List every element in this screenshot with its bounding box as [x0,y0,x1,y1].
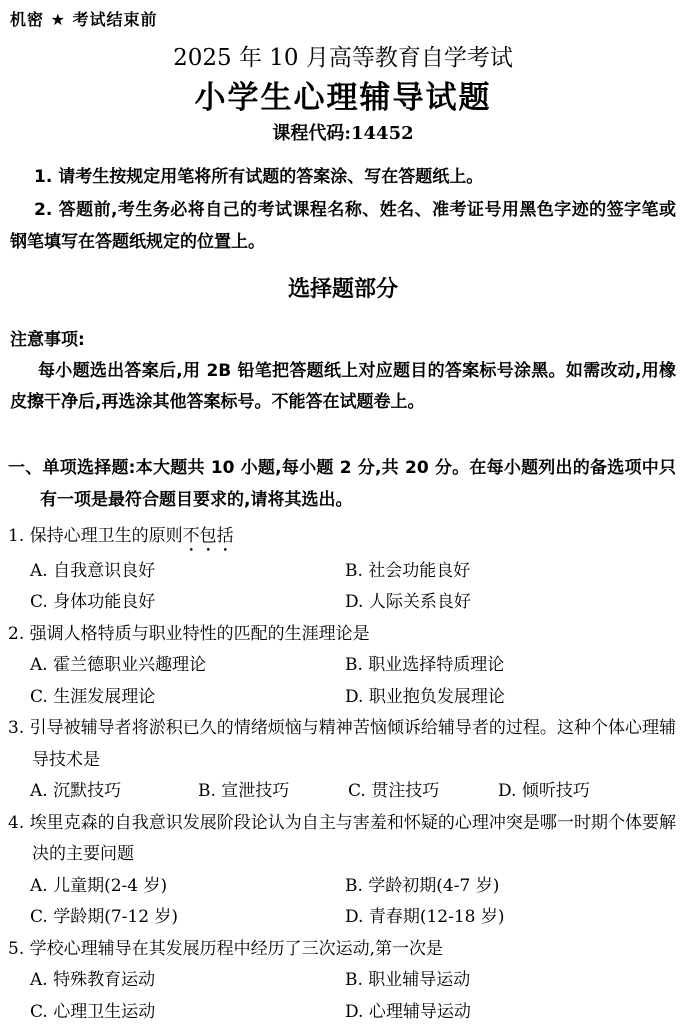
classification-banner: 机密 ★ 考试结束前 [10,8,676,32]
question-5-option-a: A. 特殊教育运动 [30,965,345,997]
page-title: 小学生心理辅导试题 [10,78,676,118]
notes-body: 每小题选出答案后,用 2B 铅笔把答题纸上对应题目的答案标号涂黑。如需改动,用橡皮擦干净后,再选涂其他答案标号。不能答在试题卷上。 [10,356,676,419]
part-one-heading: 一、单项选择题:本大题共 10 小题,每小题 2 分,共 20 分。在每小题列出的备选项中只有一项是最符合题目要求的,请将其选出。 [10,452,676,516]
question-2-option-c: C. 生涯发展理论 [30,682,345,714]
question-2-options-row-2 [10,682,676,714]
question-2-option-d: D. 职业抱负发展理论 [345,682,676,714]
question-5-option-b: B. 职业辅导运动 [345,965,676,997]
question-5-options-row-2 [10,997,676,1028]
question-2-option-a: A. 霍兰德职业兴趣理论 [30,650,345,682]
question-5-option-c: C. 心理卫生运动 [30,997,345,1028]
question-3-option-a: A. 沉默技巧 [30,776,198,808]
notes-section [10,325,676,419]
question-2-option-b: B. 职业选择特质理论 [345,650,676,682]
question-1-options-row-2 [10,587,676,619]
question-3-option-b: B. 宣泄技巧 [198,776,348,808]
question-3 [10,713,676,808]
question-4-option-b: B. 学龄初期(4-7 岁) [345,871,676,903]
question-3-stem: 3. 引导被辅导者将淤积已久的情绪烦恼与精神苦恼倾诉给辅导者的过程。这种个体心理辅导技术是 [10,713,676,776]
question-1 [10,521,676,619]
exam-session-title: 2025 年 10 月高等教育自学考试 [10,43,676,73]
question-3-options-row [10,776,676,808]
question-4-stem: 4. 埃里克森的自我意识发展阶段论认为自主与害羞和怀疑的心理冲突是哪一时期个体要解决的主要问题 [10,808,676,871]
question-1-option-d: D. 人际关系良好 [345,587,676,619]
course-code: 课程代码:14452 [10,121,676,147]
question-2 [10,619,676,714]
question-2-stem: 2. 强调人格特质与职业特性的匹配的生涯理论是 [10,619,676,651]
question-1-option-a: A. 自我意识良好 [30,556,345,588]
question-5 [10,934,676,1028]
question-4 [10,808,676,934]
question-3-option-c: C. 贯注技巧 [348,776,498,808]
question-1-option-c: C. 身体功能良好 [30,587,345,619]
question-4-options-row-2 [10,902,676,934]
question-1-stem-text: 1. 保持心理卫生的原则 [8,526,183,546]
instruction-item-2: 2. 答题前,考生务必将自己的考试课程名称、姓名、准考证号用黑色字迹的签字笔或钢笔填写在答题纸规定的位置上。 [10,194,676,259]
question-2-options-row-1 [10,650,676,682]
question-3-option-d: D. 倾听技巧 [498,776,676,808]
question-4-options-row-1 [10,871,676,903]
question-1-options-row-1 [10,556,676,588]
section-title: 选择题部分 [10,275,676,305]
instruction-item-1: 1. 请考生按规定用笔将所有试题的答案涂、写在答题纸上。 [10,161,676,194]
question-1-option-b: B. 社会功能良好 [345,556,676,588]
candidate-instructions [10,161,676,259]
question-4-option-a: A. 儿童期(2-4 岁) [30,871,345,903]
question-1-stem [10,521,676,556]
question-5-stem: 5. 学校心理辅导在其发展历程中经历了三次运动,第一次是 [10,934,676,966]
question-4-option-c: C. 学龄期(7-12 岁) [30,902,345,934]
question-5-option-d: D. 心理辅导运动 [345,997,676,1028]
question-list [10,521,676,1028]
question-1-stem-emphasis: 不包括 [183,526,234,546]
question-4-option-d: D. 青春期(12-18 岁) [345,902,676,934]
notes-heading: 注意事项: [10,325,676,356]
question-5-options-row-1 [10,965,676,997]
